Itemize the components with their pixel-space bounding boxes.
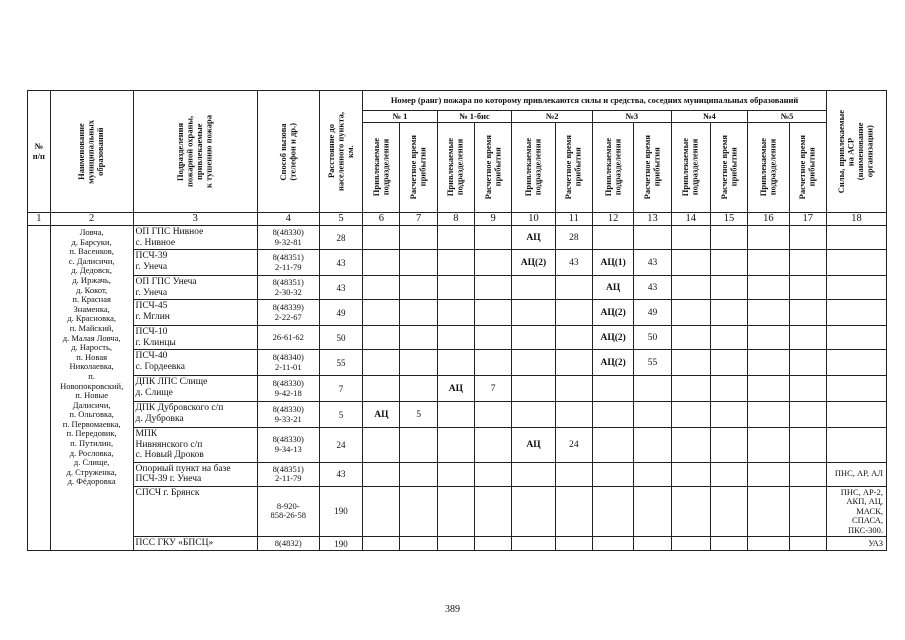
attracted-unit-cell xyxy=(748,350,789,376)
arrival-time-cell: 55 xyxy=(634,350,671,376)
arrival-time-cell xyxy=(789,226,826,250)
arrival-time-cell xyxy=(555,462,592,486)
distance-km: 50 xyxy=(319,326,362,350)
arrival-time-cell xyxy=(474,300,511,326)
fire-unit-name: ПСЧ-39 г. Унеча xyxy=(133,250,257,276)
arrival-time-cell xyxy=(400,250,437,276)
attracted-unit-cell xyxy=(363,428,400,463)
attracted-unit-cell xyxy=(671,402,710,428)
asr-forces-cell xyxy=(826,428,886,463)
arrival-time-cell xyxy=(555,537,592,551)
arrival-time-cell xyxy=(555,326,592,350)
attracted-unit-cell xyxy=(748,250,789,276)
attracted-unit-cell xyxy=(748,376,789,402)
column-number: 18 xyxy=(826,213,886,226)
distance-km: 24 xyxy=(319,428,362,463)
arrival-time-cell xyxy=(710,350,747,376)
fire-unit-name: ПСЧ-40 с. Гордеевка xyxy=(133,350,257,376)
arrival-time-cell: 24 xyxy=(555,428,592,463)
fire-unit-name: МПК Нивнянского с/п с. Новый Дроков xyxy=(133,428,257,463)
fire-unit-name: ПСС ГКУ «БПСЦ» xyxy=(133,537,257,551)
column-number: 6 xyxy=(363,213,400,226)
arrival-time-cell xyxy=(789,250,826,276)
arrival-time-cell: 43 xyxy=(634,276,671,300)
attracted-unit-cell xyxy=(512,537,555,551)
attracted-unit-cell xyxy=(748,226,789,250)
asr-forces-cell xyxy=(826,350,886,376)
arrival-time-cell xyxy=(474,402,511,428)
arrival-time-cell xyxy=(789,350,826,376)
arrival-time-cell xyxy=(555,350,592,376)
attracted-unit-cell xyxy=(363,226,400,250)
arrival-time-cell xyxy=(634,226,671,250)
asr-forces-cell xyxy=(826,300,886,326)
arrival-time-cell xyxy=(400,486,437,537)
column-number: 11 xyxy=(555,213,592,226)
arrival-time-cell: 7 xyxy=(474,376,511,402)
attracted-unit-cell xyxy=(512,376,555,402)
call-method: 8(48330) 9-33-21 xyxy=(257,402,319,428)
table-row xyxy=(28,226,887,250)
column-number: 2 xyxy=(50,213,133,226)
fire-unit-name: ПСЧ-10 г. Клинцы xyxy=(133,326,257,350)
distance-km: 190 xyxy=(319,486,362,537)
attracted-unit-cell: АЦ(1) xyxy=(592,250,633,276)
attracted-unit-cell xyxy=(671,537,710,551)
header-municipalities: Наименование муниципальных образований xyxy=(50,91,133,213)
arrival-time-cell xyxy=(474,350,511,376)
attracted-unit-cell xyxy=(363,376,400,402)
arrival-time-cell xyxy=(400,226,437,250)
arrival-time-cell xyxy=(789,300,826,326)
header-rank-3: №2 xyxy=(512,111,593,123)
arrival-time-cell xyxy=(789,326,826,350)
attracted-unit-cell xyxy=(592,428,633,463)
column-number: 3 xyxy=(133,213,257,226)
column-number: 8 xyxy=(437,213,474,226)
call-method: 8(48351) 2-11-79 xyxy=(257,250,319,276)
column-number: 1 xyxy=(28,213,51,226)
attracted-unit-cell xyxy=(748,300,789,326)
fire-unit-name: ОП ГПС Нивное с. Нивное xyxy=(133,226,257,250)
distance-km: 43 xyxy=(319,462,362,486)
fire-forces-table xyxy=(27,90,887,551)
header-rank-1: № 1 xyxy=(363,111,438,123)
attracted-unit-cell xyxy=(363,300,400,326)
arrival-time-cell xyxy=(474,326,511,350)
arrival-time-cell xyxy=(710,428,747,463)
column-number: 13 xyxy=(634,213,671,226)
arrival-time-cell xyxy=(474,250,511,276)
asr-forces-cell xyxy=(826,402,886,428)
arrival-time-cell xyxy=(474,276,511,300)
arrival-time-cell xyxy=(474,428,511,463)
call-method: 8(48351) 2-30-32 xyxy=(257,276,319,300)
arrival-time-cell xyxy=(789,376,826,402)
attracted-unit-cell xyxy=(748,537,789,551)
call-method: 8(48330) 9-42-18 xyxy=(257,376,319,402)
attracted-unit-cell xyxy=(363,462,400,486)
attracted-unit-cell xyxy=(512,326,555,350)
attracted-unit-cell xyxy=(748,428,789,463)
asr-forces-cell: ПНС, АР, АЛ xyxy=(826,462,886,486)
asr-forces-cell xyxy=(826,376,886,402)
arrival-time-cell xyxy=(400,300,437,326)
call-method: 8(4832) xyxy=(257,537,319,551)
attracted-unit-cell xyxy=(437,537,474,551)
table-row xyxy=(28,428,887,463)
arrival-time-cell xyxy=(400,350,437,376)
header-arrival-time: Расчетное время прибытия xyxy=(710,123,747,213)
attracted-unit-cell xyxy=(512,462,555,486)
arrival-time-cell: 5 xyxy=(400,402,437,428)
attracted-unit-cell xyxy=(671,350,710,376)
call-method: 26-61-62 xyxy=(257,326,319,350)
attracted-unit-cell xyxy=(592,402,633,428)
attracted-unit-cell: АЦ(2) xyxy=(592,300,633,326)
header-attracted-units: Привлекаемые подразделения xyxy=(437,123,474,213)
attracted-unit-cell xyxy=(671,300,710,326)
arrival-time-cell xyxy=(710,326,747,350)
distance-km: 5 xyxy=(319,402,362,428)
attracted-unit-cell xyxy=(592,462,633,486)
attracted-unit-cell: АЦ(2) xyxy=(512,250,555,276)
attracted-unit-cell xyxy=(671,326,710,350)
arrival-time-cell xyxy=(474,462,511,486)
table-row xyxy=(28,350,887,376)
header-attracted-units: Привлекаемые подразделения xyxy=(363,123,400,213)
column-number: 15 xyxy=(710,213,747,226)
attracted-unit-cell xyxy=(748,402,789,428)
header-arrival-time: Расчетное время прибытия xyxy=(555,123,592,213)
attracted-unit-cell xyxy=(512,300,555,326)
attracted-unit-cell xyxy=(512,402,555,428)
table-row xyxy=(28,276,887,300)
arrival-time-cell xyxy=(400,537,437,551)
distance-km: 43 xyxy=(319,250,362,276)
call-method: 8(48330) 9-34-13 xyxy=(257,428,319,463)
attracted-unit-cell xyxy=(363,350,400,376)
arrival-time-cell xyxy=(710,462,747,486)
fire-unit-name: ДПК Дубровского с/п д. Дубровка xyxy=(133,402,257,428)
arrival-time-cell xyxy=(710,250,747,276)
table-row xyxy=(28,402,887,428)
distance-km: 49 xyxy=(319,300,362,326)
asr-forces-cell: УАЗ xyxy=(826,537,886,551)
fire-unit-name: ДПК ЛПС Слище д. Слище xyxy=(133,376,257,402)
arrival-time-cell xyxy=(710,537,747,551)
attracted-unit-cell xyxy=(437,486,474,537)
header-units: Подразделения пожарной охраны, привлекаемые к тушению пожара xyxy=(133,91,257,213)
arrival-time-cell: 49 xyxy=(634,300,671,326)
arrival-time-cell: 50 xyxy=(634,326,671,350)
attracted-unit-cell xyxy=(363,276,400,300)
arrival-time-cell xyxy=(400,428,437,463)
arrival-time-cell: 28 xyxy=(555,226,592,250)
arrival-time-cell xyxy=(474,226,511,250)
column-number: 12 xyxy=(592,213,633,226)
arrival-time-cell xyxy=(400,276,437,300)
arrival-time-cell xyxy=(710,226,747,250)
attracted-unit-cell xyxy=(363,486,400,537)
arrival-time-cell xyxy=(555,376,592,402)
page-number: 389 xyxy=(445,604,460,615)
column-number: 16 xyxy=(748,213,789,226)
column-number: 4 xyxy=(257,213,319,226)
arrival-time-cell xyxy=(400,462,437,486)
header-arrival-time: Расчетное время прибытия xyxy=(474,123,511,213)
call-method: 8(48340) 2-11-01 xyxy=(257,350,319,376)
header-attracted-units: Привлекаемые подразделения xyxy=(512,123,555,213)
attracted-unit-cell xyxy=(363,537,400,551)
attracted-unit-cell: АЦ xyxy=(437,376,474,402)
arrival-time-cell xyxy=(710,376,747,402)
header-arrival-time: Расчетное время прибытия xyxy=(400,123,437,213)
attracted-unit-cell xyxy=(671,376,710,402)
header-attracted-units: Привлекаемые подразделения xyxy=(748,123,789,213)
attracted-unit-cell: АЦ xyxy=(592,276,633,300)
attracted-unit-cell xyxy=(363,250,400,276)
arrival-time-cell xyxy=(789,537,826,551)
arrival-time-cell: 43 xyxy=(555,250,592,276)
arrival-time-cell xyxy=(555,276,592,300)
header-attracted-units: Привлекаемые подразделения xyxy=(592,123,633,213)
table-row xyxy=(28,462,887,486)
fire-unit-name: ОП ГПС Унеча г. Унеча xyxy=(133,276,257,300)
table-row xyxy=(28,537,887,551)
distance-km: 7 xyxy=(319,376,362,402)
arrival-time-cell xyxy=(789,428,826,463)
call-method: 8-920- 858-26-58 xyxy=(257,486,319,537)
attracted-unit-cell xyxy=(671,276,710,300)
arrival-time-cell xyxy=(634,462,671,486)
arrival-time-cell xyxy=(634,428,671,463)
row-index-cell xyxy=(28,226,51,551)
attracted-unit-cell: АЦ xyxy=(512,428,555,463)
attracted-unit-cell xyxy=(437,428,474,463)
column-number: 9 xyxy=(474,213,511,226)
arrival-time-cell xyxy=(555,402,592,428)
distance-km: 28 xyxy=(319,226,362,250)
arrival-time-cell xyxy=(789,462,826,486)
attracted-unit-cell xyxy=(437,276,474,300)
arrival-time-cell xyxy=(400,376,437,402)
arrival-time-cell xyxy=(634,537,671,551)
call-method: 8(48339) 2-22-67 xyxy=(257,300,319,326)
arrival-time-cell xyxy=(789,402,826,428)
arrival-time-cell xyxy=(634,486,671,537)
call-method: 8(48351) 2-11-79 xyxy=(257,462,319,486)
arrival-time-cell xyxy=(710,402,747,428)
header-attracted-units: Привлекаемые подразделения xyxy=(671,123,710,213)
arrival-time-cell xyxy=(474,537,511,551)
header-rank-group: Номер (ранг) пожара по которому привлекаются силы и средства, соседних муниципальных образований xyxy=(363,91,827,111)
header-arrival-time: Расчетное время прибытия xyxy=(634,123,671,213)
header-rank-4: №3 xyxy=(592,111,671,123)
attracted-unit-cell xyxy=(437,402,474,428)
attracted-unit-cell xyxy=(592,537,633,551)
table-row xyxy=(28,300,887,326)
table-row xyxy=(28,376,887,402)
attracted-unit-cell xyxy=(512,350,555,376)
asr-forces-cell: ПНС, АР-2, АКП, АЦ, МАСК, СПАСА, ПКС-300. xyxy=(826,486,886,537)
arrival-time-cell: 43 xyxy=(634,250,671,276)
asr-forces-cell xyxy=(826,326,886,350)
header-rank-2: № 1-бис xyxy=(437,111,512,123)
attracted-unit-cell xyxy=(512,276,555,300)
distance-km: 43 xyxy=(319,276,362,300)
attracted-unit-cell xyxy=(748,462,789,486)
column-number: 14 xyxy=(671,213,710,226)
distance-km: 190 xyxy=(319,537,362,551)
attracted-unit-cell xyxy=(671,428,710,463)
attracted-unit-cell xyxy=(671,486,710,537)
attracted-unit-cell xyxy=(748,326,789,350)
fire-unit-name: СПСЧ г. Брянск xyxy=(133,486,257,537)
arrival-time-cell xyxy=(474,486,511,537)
arrival-time-cell xyxy=(555,486,592,537)
table-row xyxy=(28,250,887,276)
attracted-unit-cell xyxy=(592,486,633,537)
attracted-unit-cell xyxy=(592,226,633,250)
table-row xyxy=(28,326,887,350)
distance-km: 55 xyxy=(319,350,362,376)
attracted-unit-cell xyxy=(671,250,710,276)
header-rank-6: №5 xyxy=(748,111,827,123)
attracted-unit-cell xyxy=(437,326,474,350)
arrival-time-cell xyxy=(710,486,747,537)
attracted-unit-cell: АЦ xyxy=(512,226,555,250)
arrival-time-cell xyxy=(555,300,592,326)
asr-forces-cell xyxy=(826,276,886,300)
attracted-unit-cell xyxy=(512,486,555,537)
attracted-unit-cell xyxy=(437,250,474,276)
column-number: 5 xyxy=(319,213,362,226)
attracted-unit-cell xyxy=(437,300,474,326)
attracted-unit-cell: АЦ(2) xyxy=(592,326,633,350)
attracted-unit-cell xyxy=(437,350,474,376)
header-call-method: Способ вызова (телефон и др.) xyxy=(257,91,319,213)
arrival-time-cell xyxy=(710,276,747,300)
fire-unit-name: ПСЧ-45 г. Мглин xyxy=(133,300,257,326)
arrival-time-cell xyxy=(789,486,826,537)
header-rank-5: №4 xyxy=(671,111,748,123)
header-num: № п/п xyxy=(28,91,51,213)
arrival-time-cell xyxy=(634,402,671,428)
attracted-unit-cell xyxy=(363,326,400,350)
attracted-unit-cell xyxy=(748,486,789,537)
fire-unit-name: Опорный пункт на базе ПСЧ-39 г. Унеча xyxy=(133,462,257,486)
attracted-unit-cell xyxy=(671,226,710,250)
attracted-unit-cell: АЦ(2) xyxy=(592,350,633,376)
municipalities-list: Ловча, д. Барсуки, п. Васенков, с. Далисичи, д. Дедовск, д. Иржачь, д. Кокот, п. Красная Знаменка, д. Красновка, п. Майский, д. Малая Ловча, д. Нарость, п. Новая Николаевка, п. Новопокровский, п. Новые Далисичи, п. Ольговка, п. Первомаевка, п. Передовик, п. Путилин, д. Рословка, д. Слище, д. Струженка, д. Фёдоровка xyxy=(50,226,133,551)
arrival-time-cell xyxy=(634,376,671,402)
attracted-unit-cell xyxy=(437,226,474,250)
arrival-time-cell xyxy=(710,300,747,326)
attracted-unit-cell xyxy=(592,376,633,402)
column-number: 7 xyxy=(400,213,437,226)
arrival-time-cell xyxy=(789,276,826,300)
column-number: 10 xyxy=(512,213,555,226)
asr-forces-cell xyxy=(826,226,886,250)
header-arrival-time: Расчетное время прибытия xyxy=(789,123,826,213)
call-method: 8(48330) 9-32-81 xyxy=(257,226,319,250)
attracted-unit-cell xyxy=(748,276,789,300)
attracted-unit-cell xyxy=(437,462,474,486)
asr-forces-cell xyxy=(826,250,886,276)
table-row xyxy=(28,486,887,537)
header-distance: Расстояние до населенного пункта, км. xyxy=(319,91,362,213)
attracted-unit-cell xyxy=(671,462,710,486)
header-asr-forces: Силы, привлекаемые на АСР (наименование организации) xyxy=(826,91,886,213)
column-number: 17 xyxy=(789,213,826,226)
arrival-time-cell xyxy=(400,326,437,350)
attracted-unit-cell: АЦ xyxy=(363,402,400,428)
